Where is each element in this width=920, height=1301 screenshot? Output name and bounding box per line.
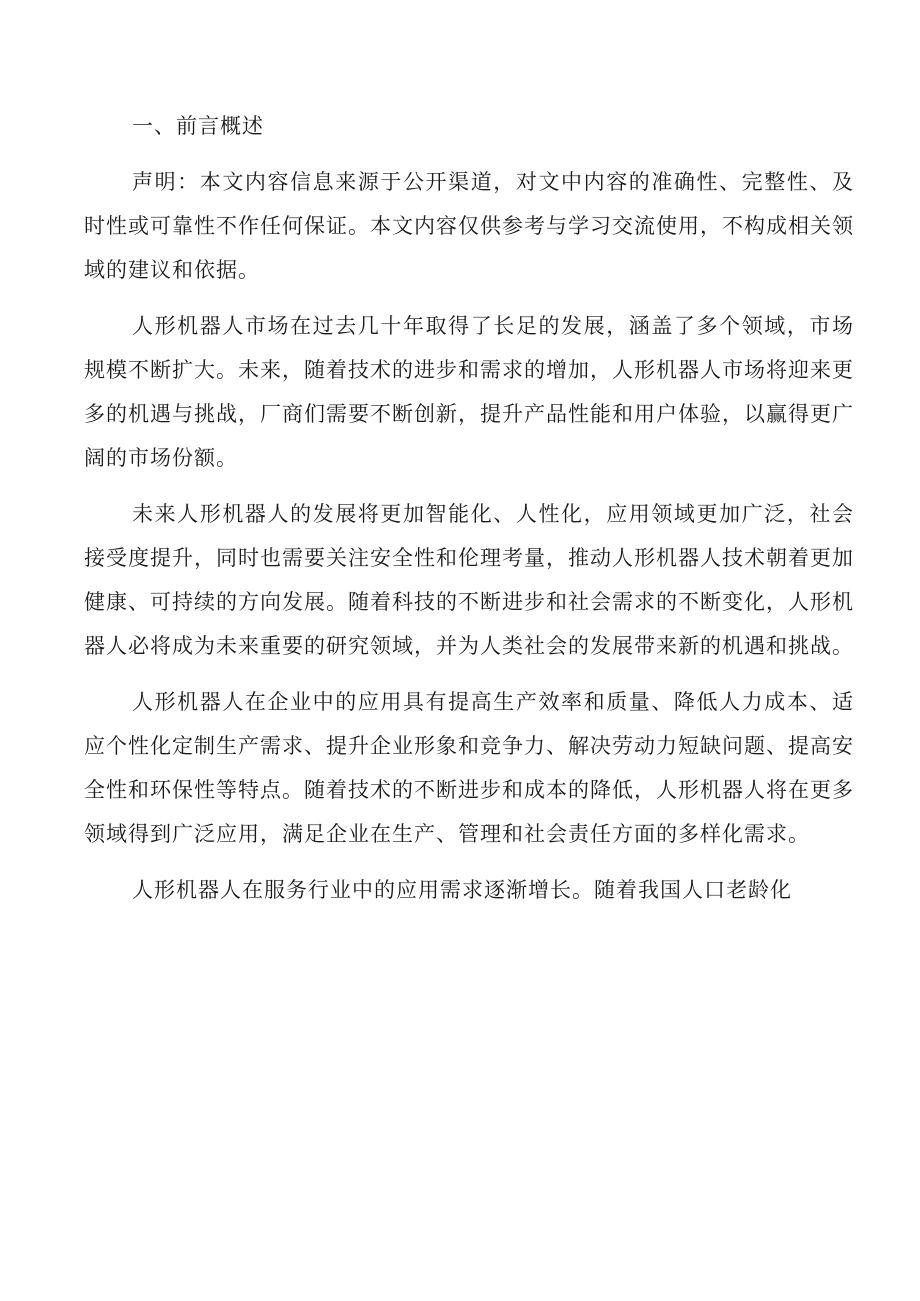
document-page — [84, 104, 854, 924]
paragraph-disclaimer: 声明：本文内容信息来源于公开渠道，对文中内容的准确性、完整性、及时性或可靠性不作任何保证。本文内容仅供参考与学习交流使用，不构成相关领域的建议和依据。 — [84, 170, 854, 282]
paragraph-market-overview: 人形机器人市场在过去几十年取得了长足的发展，涵盖了多个领域，市场规模不断扩大。未来，随着技术的进步和需求的增加，人形机器人市场将迎来更多的机遇与挑战，厂商们需要不断创新，提升产品性能和用户体验，以赢得更广阔的市场份额。 — [84, 314, 854, 470]
paragraph-enterprise-application: 人形机器人在企业中的应用具有提高生产效率和质量、降低人力成本、适应个性化定制生产需求、提升企业形象和竞争力、解决劳动力短缺问题、提高安全性和环保性等特点。随着技术的不断进步和成本的降低，人形机器人将在更多领域得到广泛应用，满足企业在生产、管理和社会责任方面的多样化需求。 — [84, 690, 854, 846]
paragraph-service-industry: 人形机器人在服务行业中的应用需求逐渐增长。随着我国人口老龄化 — [132, 878, 792, 902]
section-heading: 一、前言概述 — [132, 114, 264, 138]
paragraph-future-development: 未来人形机器人的发展将更加智能化、人性化，应用领域更加广泛，社会接受度提升，同时也需要关注安全性和伦理考量，推动人形机器人技术朝着更加健康、可持续的方向发展。随着科技的不断进步和社会需求的不断变化，人形机器人必将成为未来重要的研究领域，并为人类社会的发展带来新的机遇和挑战。 — [84, 502, 854, 658]
